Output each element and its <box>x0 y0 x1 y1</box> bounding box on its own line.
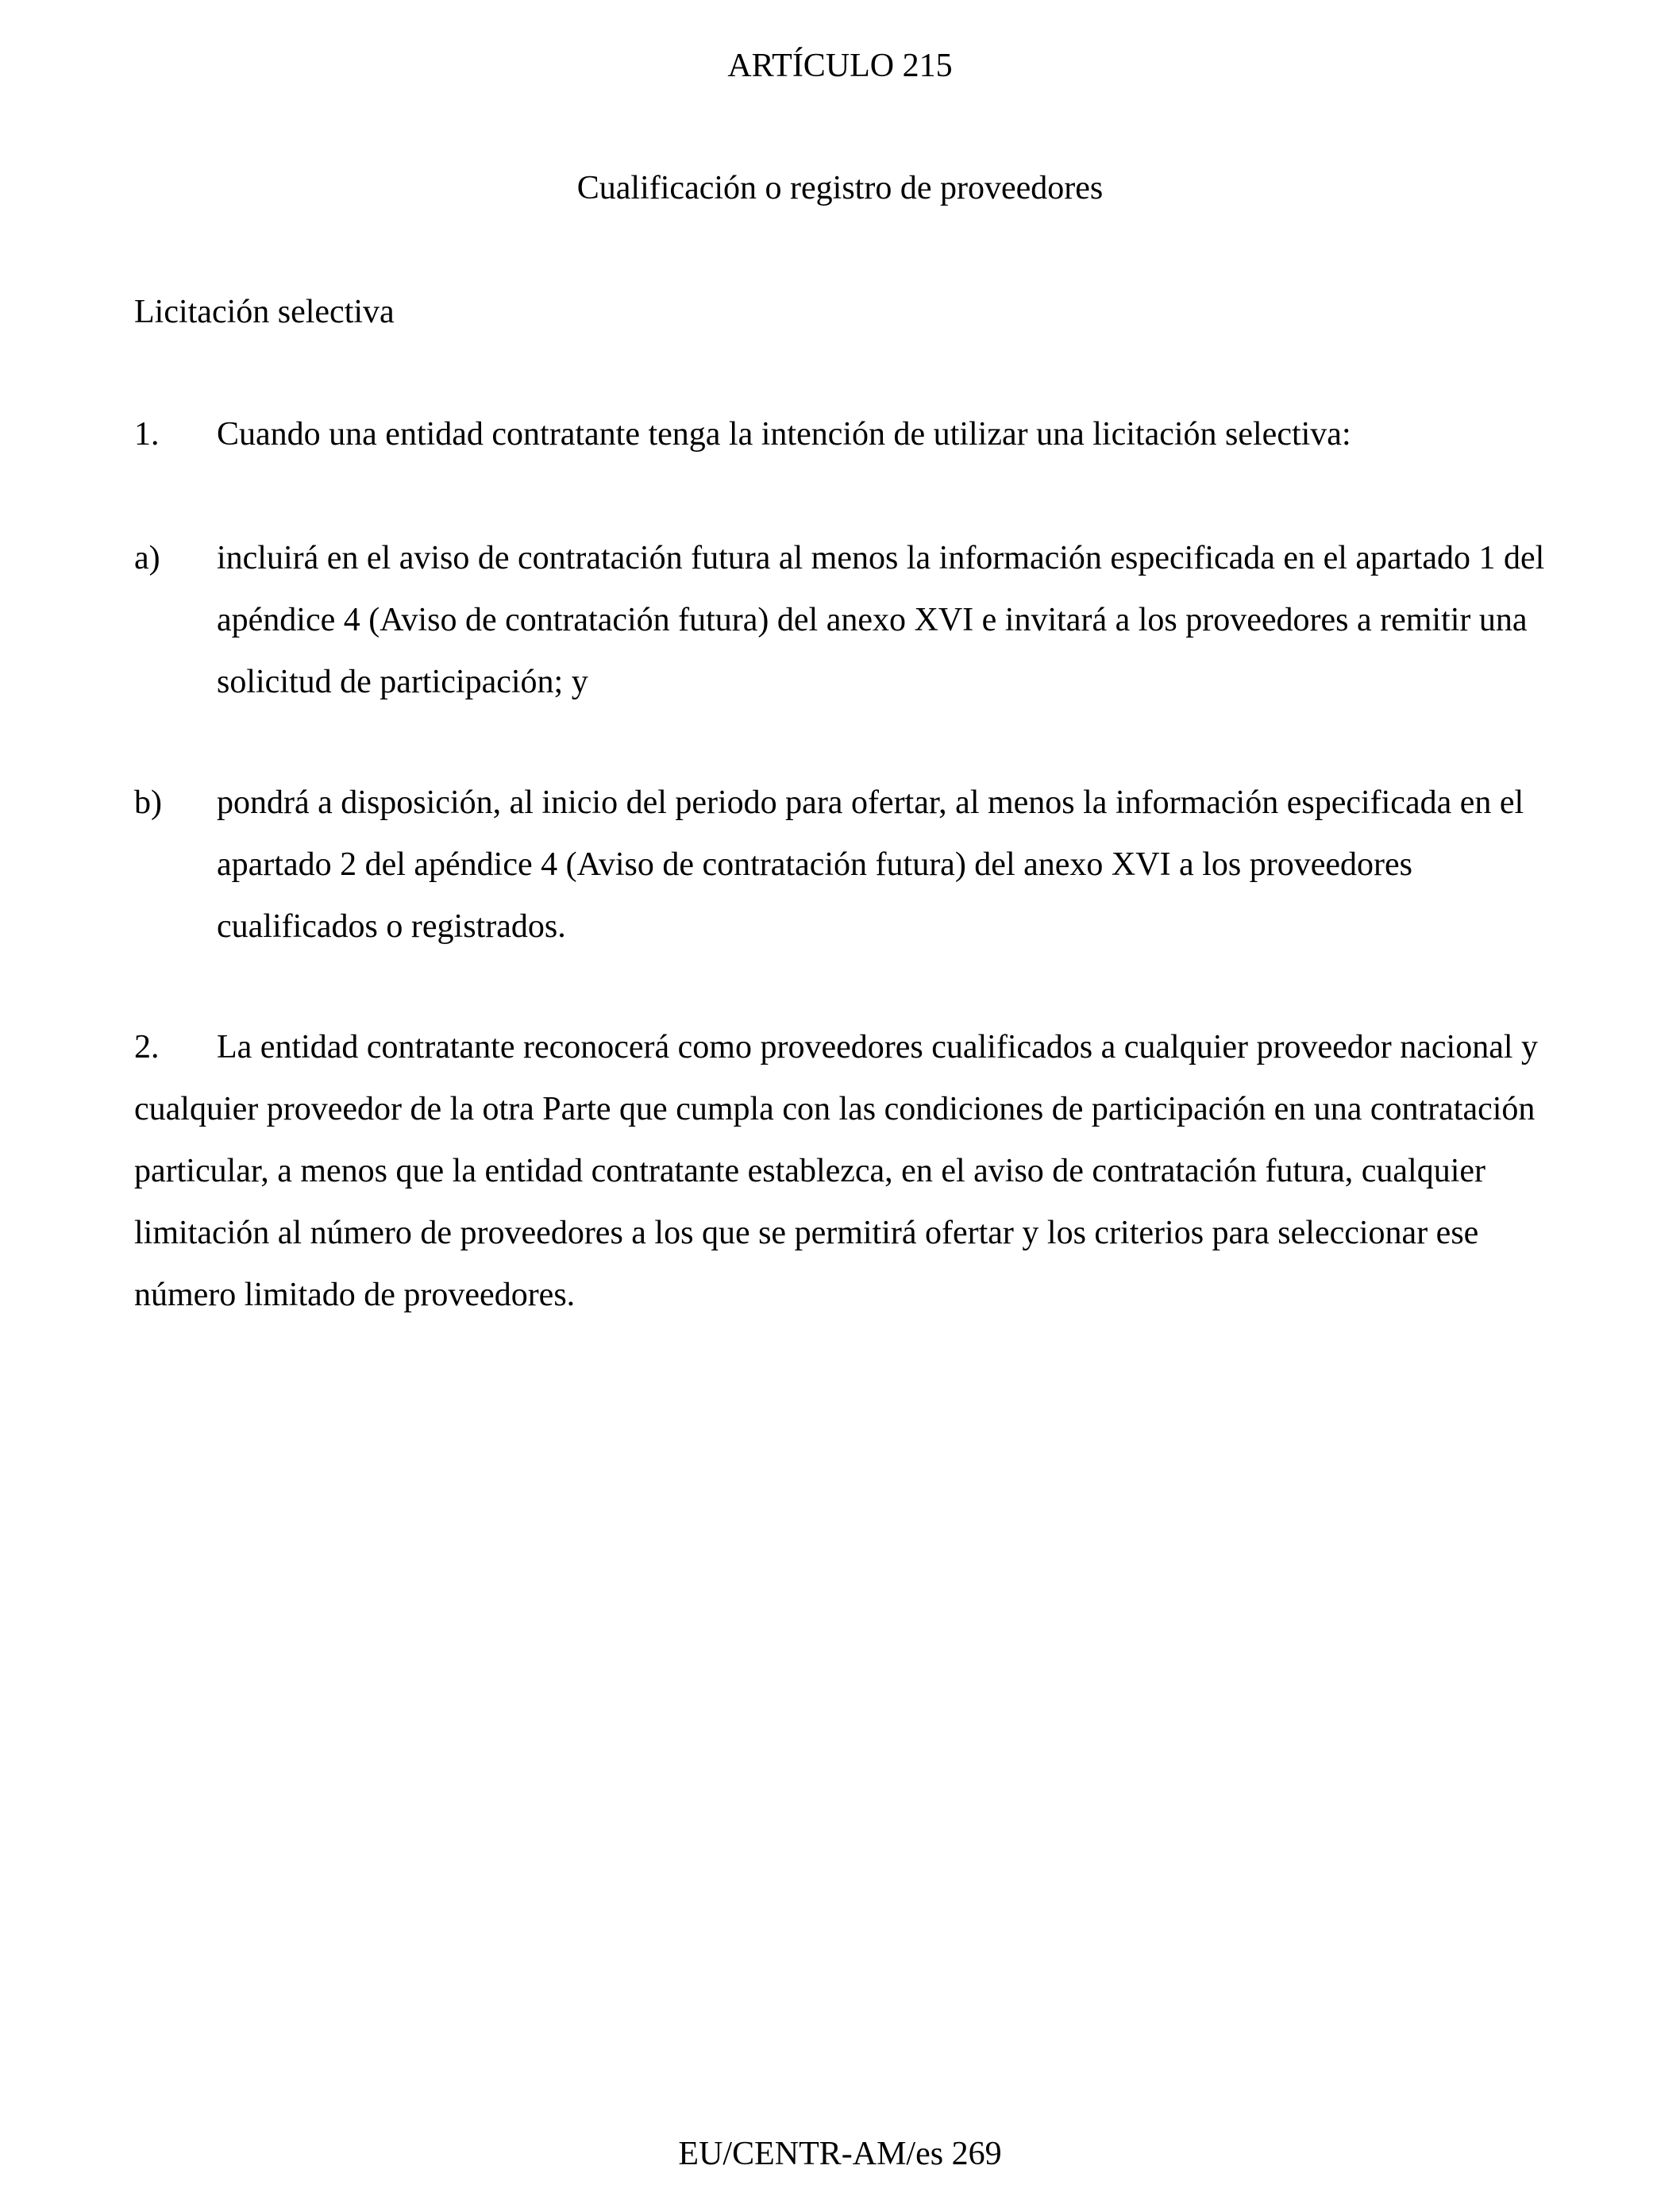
list-item-b-text: pondrá a disposición, al inicio del periodo para ofertar, al menos la información especificada en el apartado 2 del apéndice 4 (Aviso de contratación futura) del anexo XVI a los proveedores cualificados o registrados. <box>217 784 1524 945</box>
paragraph-2 <box>134 1016 1547 1326</box>
list-item-a-text: incluirá en el aviso de contratación futura al menos la información especificada en el apartado 1 del apéndice 4 (Aviso de contratación futura) del anexo XVI e invitará a los proveedores a remitir una solicitud de participación; y <box>217 540 1545 700</box>
article-title: Cualificación o registro de proveedores <box>576 170 1104 206</box>
list-item-b-marker: b) <box>134 784 162 821</box>
page-footer-reference: EU/CENTR-AM/es 269 <box>678 2136 1002 2172</box>
list-item-a <box>134 527 1547 713</box>
paragraph-1 <box>134 403 1547 465</box>
paragraph-1-number: 1. <box>134 416 160 453</box>
paragraph-2-number: 2. <box>134 1029 160 1065</box>
paragraph-2-text: La entidad contratante reconocerá como proveedores cualificados a cualquier proveedor nacional y cualquier proveedor de la otra Parte que cumpla con las condiciones de participación en una contratación particular, a menos que la entidad contratante establezca, en el aviso de contratación futura, cualquier limitación al número de proveedores a los que se permitirá ofertar y los criterios para seleccionar ese número limitado de proveedores. <box>134 1029 1539 1313</box>
article-number: ARTÍCULO 215 <box>727 48 953 84</box>
paragraph-1-text: Cuando una entidad contratante tenga la intención de utilizar una licitación selectiva: <box>217 416 1351 453</box>
list-item-b <box>134 772 1547 958</box>
list-item-a-marker: a) <box>134 540 160 576</box>
section-heading: Licitación selectiva <box>134 294 395 330</box>
